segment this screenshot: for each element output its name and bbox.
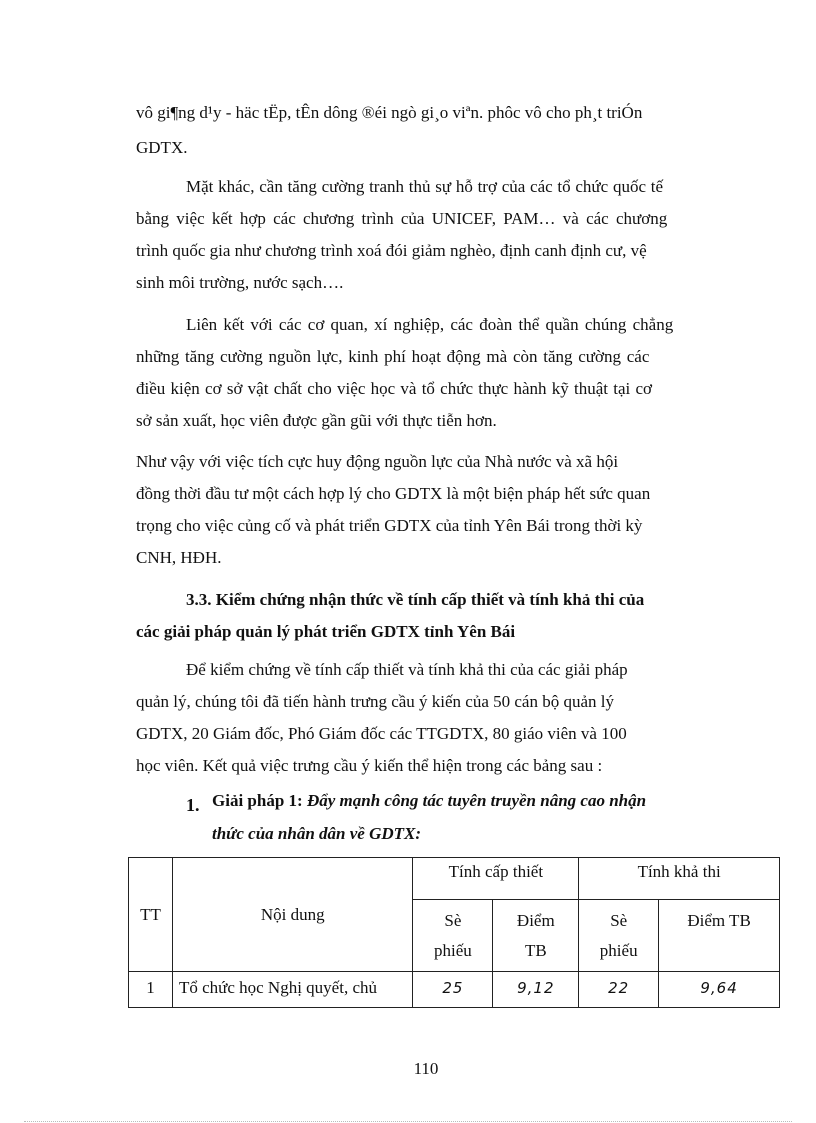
paragraph-line: vô gi¶ng d¹y - häc tËp, tÊn dông ®éi ngò gi¸o viªn. phôc vô cho ph¸t triÓn [136,103,643,122]
cell-score-1: 9,12 [493,972,579,1008]
header-score-2: Điểm TB [659,900,780,972]
cell-votes-1: 25 [413,972,493,1008]
paragraph-line: sở sản xuất, học viên được gần gũi với thực tiễn hơn. [136,411,497,430]
header-feasibility: Tính khả thi [579,858,780,900]
header-score-1 [493,900,579,972]
paragraph-line: trọng cho việc củng cố và phát triển GDTX của tỉnh Yên Bái trong thời kỳ [136,516,643,535]
cell-score-2: 9,64 [659,972,780,1008]
intro-line: quản lý, chúng tôi đã tiến hành trưng cầu ý kiến của 50 cán bộ quản lý [136,692,615,711]
header-content: Nội dung [172,858,413,972]
paragraph-line: bằng việc kết hợp các chương trình của UNICEF, PAM… và các chương [136,209,668,228]
paragraph-line: những tăng cường nguồn lực, kinh phí hoạt động mà còn tăng cường các [136,347,650,366]
header-tt: TT [129,858,173,972]
section-heading: các giải pháp quản lý phát triển GDTX tỉnh Yên Bái [136,622,516,641]
list-item-title-cont: thức của nhân dân về GDTX: [212,824,422,843]
header-votes-1-b: phiếu [434,941,472,960]
paragraph-line: CNH, HĐH. [136,548,222,567]
paragraph-line: đồng thời đầu tư một cách hợp lý cho GDTX là một biện pháp hết sức quan [136,484,651,503]
list-item-title [212,791,646,811]
cell-tt: 1 [129,972,173,1008]
list-number: 1. [186,795,200,815]
header-votes-2-a: Sè [610,911,628,930]
paragraph-line: sinh môi trường, nước sạch…. [136,273,344,292]
paragraph-line: trình quốc gia như chương trình xoá đói giảm nghèo, định canh định cư, vệ [136,241,647,260]
page-bottom-rule [24,1121,792,1122]
intro-line: GDTX, 20 Giám đốc, Phó Giám đốc các TTGDTX, 80 giáo viên và 100 [136,724,627,743]
table-row [129,972,780,1008]
header-votes-1-a: Sè [444,911,462,930]
paragraph-line: Mặt khác, cần tăng cường tranh thủ sự hỗ trợ của các tổ chức quốc tế [186,177,664,196]
paragraph-line: Liên kết với các cơ quan, xí nghiệp, các đoàn thể quần chúng chẳng [186,315,674,334]
header-votes-1 [413,900,493,972]
header-score-1-b: TB [524,941,547,960]
intro-line: học viên. Kết quả việc trưng cầu ý kiến thể hiện trong các bảng sau : [136,756,603,775]
section-heading: 3.3. Kiểm chứng nhận thức về tính cấp thiết và tính khả thi của [186,590,645,609]
paragraph-line: điều kiện cơ sở vật chất cho việc học và tổ chức thực hành kỹ thuật tại cơ [136,379,653,398]
paragraph-line: GDTX. [136,138,188,157]
cell-content: Tổ chức học Nghị quyết, chủ [172,972,413,1008]
header-votes-2-b: phiếu [599,941,638,960]
header-score-1-a: Điểm [516,911,555,930]
header-urgency: Tính cấp thiết [413,858,579,900]
list-item-emphasis: Đẩy mạnh công tác tuyên truyền nâng cao nhận [306,791,647,810]
header-votes-2 [579,900,659,972]
survey-table [128,857,780,1008]
list-item-label: Giải pháp 1: [212,791,307,810]
page-number: 110 [413,1059,439,1078]
intro-line: Để kiểm chứng về tính cấp thiết và tính khả thi của các giải pháp [186,660,628,679]
paragraph-line: Như vậy với việc tích cực huy động nguồn lực của Nhà nước và xã hội [136,452,619,471]
cell-votes-2: 22 [579,972,659,1008]
